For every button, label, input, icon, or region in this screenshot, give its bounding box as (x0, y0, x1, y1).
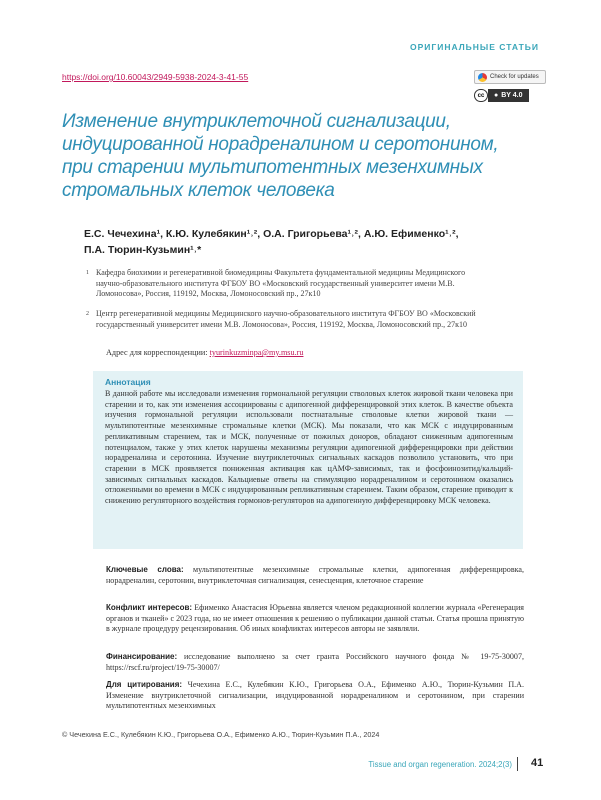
citation (106, 680, 524, 712)
funding-text: исследование выполнено за счет гранта Российского научного фонда № 19-75-30007, https://rscf.ru/project/19-75-30007/ (106, 652, 524, 672)
keywords-label: Ключевые слова: (106, 565, 184, 574)
section-label: ОРИГИНАЛЬНЫЕ СТАТЬИ (410, 42, 539, 52)
keywords-text: мультипотентные мезенхимные стромальные клетки, адипогенная дифференцировка, норадреналин, серотонин, внутриклеточная сигнализация, сенесценция, клеточное старение (106, 565, 524, 585)
check-for-updates-button[interactable] (474, 70, 546, 84)
funding (106, 652, 524, 673)
abstract-box (93, 371, 523, 549)
footer-divider (517, 757, 518, 771)
affiliation-number: 2 (86, 311, 89, 317)
copyright: © Чечехина Е.С., Кулебякин К.Ю., Григорьева О.А., Ефименко А.Ю., Тюрин-Кузьмин П.А., 2024 (62, 730, 380, 739)
affiliation-text: Центр регенеративной медицины Медицинского научно-образовательного института ФГБОУ ВО «Московский государственный университет имени М.В. Ломоносова», Россия, 119192, Москва, Ломоносовский пр., 27к10 (96, 309, 476, 329)
doi-link[interactable]: https://doi.org/10.60043/2949-5938-2024-3-41-55 (62, 72, 249, 82)
authors (84, 226, 524, 258)
correspondence-label: Адрес для корреспонденции: (106, 348, 208, 357)
journal-name: Tissue and organ regeneration. 2024;2(3) (368, 760, 512, 769)
license-badge[interactable] (474, 89, 529, 102)
keywords (106, 565, 524, 586)
creative-commons-icon: cc (474, 89, 488, 102)
authors-line-2: П.А. Тюрин-Кузьмин¹˒* (84, 244, 202, 256)
conflict-text: Ефименко Анастасия Юрьевна является членом редакционной коллегии журнала «Регенерация органов и тканей» с 2023 года, но не имеет отношения к решению о публикации данной статьи. Статья прошла принятую в журнале процедуру рецензирования. Об иных конфликтах интересов авторы не заявляли. (106, 603, 524, 634)
attribution-icon: ● (494, 92, 499, 99)
conflict-label: Конфликт интересов: (106, 603, 193, 612)
abstract-text: В данной работе мы исследовали изменения гормональной регуляции стволовых клеток жировой ткани человека при старении и то, как эти изменения ассоциированы с адипогенной дифференцировкой этих клеток. В качестве объекта изучения гормональной регуляции использовали постнатальные стволовые клетки жировой ткани — мультипотентные мезенхимные стромальные клетки (МСК). Мы показали, что как МСК с индуцированным репликативным старением, так и МСК, полученные от пожилых доноров, обладают сниженным адипогенным потенциалом, также у этих клеток нарушены механизмы регуляции адипогенной дифференцировки при действии норадреналина и серотонина. Изучение внутриклеточных сигнальных каскадов позволило установить, что при старении в МСК проявляется пониженная активация как цАМФ-зависимых, так и фосфоинозитид/кальций-зависимых сигнальных каскадов. Кальциевые ответы на стимуляцию норадреналином и серотонином оказались отложенными во времени в МСК с индуцированным репликативным старением. Таким образом, старение приводит к снижению регуляторного воздействия гормонов-регуляторов на адипогенную дифференцировку МСК человека. (105, 389, 513, 506)
correspondence (106, 348, 303, 357)
affiliation-number: 1 (86, 270, 89, 276)
citation-label: Для цитирования: (106, 680, 183, 689)
affiliation-1 (86, 268, 476, 300)
affiliation-text: Кафедра биохимии и регенеративной биомедицины Факультета фундаментальной медицины Медицинского научно-образовательного института ФГБОУ ВО «Московский государственный университет имени М.В. Ломоносова», Россия, 119192, Москва, Ломоносовский пр., 27к10 (96, 268, 466, 298)
page-number: 41 (531, 757, 544, 769)
authors-line-1: Е.С. Чечехина¹, К.Ю. Кулебякин¹˒², О.А. Григорьева¹˒², А.Ю. Ефименко¹˒², (84, 228, 459, 240)
funding-label: Финансирование: (106, 652, 178, 661)
abstract-heading: Аннотация (105, 377, 151, 387)
affiliation-2 (86, 309, 476, 330)
check-for-updates-label: Check for updates (490, 74, 539, 80)
license-label: BY 4.0 (501, 92, 523, 99)
crossmark-icon (478, 73, 487, 82)
conflict-of-interest (106, 603, 524, 635)
citation-text: Чечехина Е.С., Кулебякин К.Ю., Григорьева О.А., Ефименко А.Ю., Тюрин-Кузьмин П.А. Изменение внутриклеточной сигнализации, индуцированной норадреналином и серотонином, при старении мультипотентных мезенхимных (106, 680, 525, 711)
correspondence-email[interactable]: tyurinkuzminpa@my.msu.ru (209, 348, 304, 357)
article-title: Изменение внутриклеточной сигнализации, индуцированной норадреналином и серотонином, при старении мультипотентных мезенхимных стромальных клеток человека (62, 111, 499, 201)
